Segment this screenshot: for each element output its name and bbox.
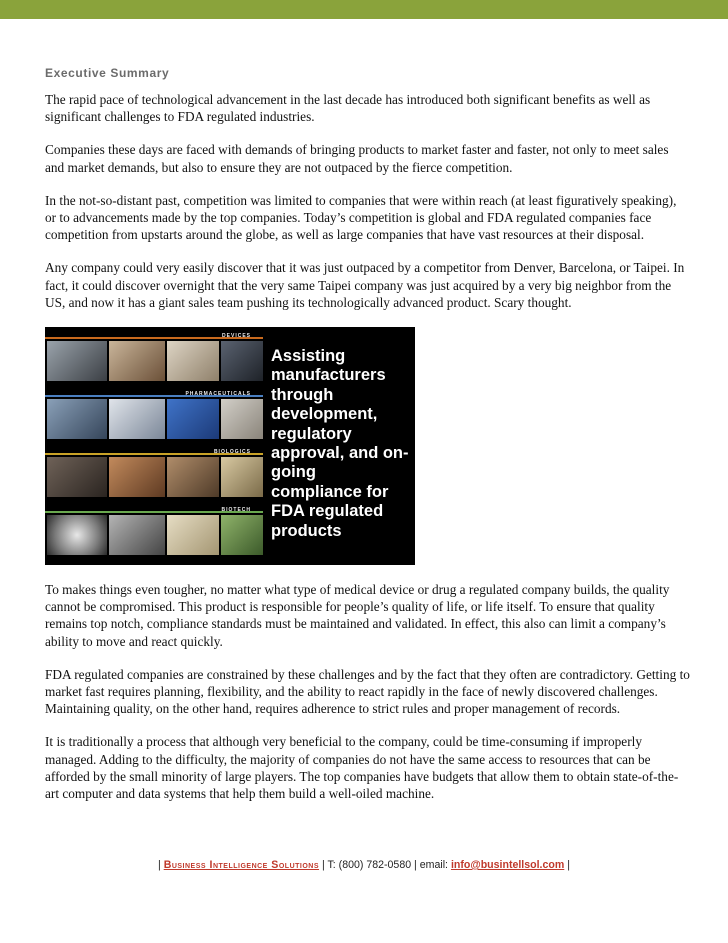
device-photo xyxy=(109,341,165,381)
section-heading: Executive Summary xyxy=(45,66,170,80)
paragraph-3: In the not-so-distant past, competition was limited to companies that were within reach (at least figuratively speaking), or to advancements made by the top companies. Today’s competition is global and FDA regulated companies face competition from upstarts around the globe, as well as large companies that have vast resources at their disposal. xyxy=(45,192,677,243)
paragraph-2: Companies these days are faced with demands of bringing products to market faster and faster, not only to meet sales and market demands, but also to ensure they are not outpaced by the fierce competition. xyxy=(45,142,669,175)
biologics-photo xyxy=(109,457,165,497)
strip-label: DEVICES xyxy=(222,333,251,340)
footer-separator: | xyxy=(564,859,570,871)
page-content xyxy=(45,66,690,818)
paragraph-7: It is traditionally a process that although very beneficial to the company, could be time-consuming if improperly managed. Adding to the difficulty, the majority of companies do not have the same access to resources that can be afforded by the small minority of large players. The top companies have budgets that allow them to obtain state-of-the-art computer and data systems that help them build a well-oiled machine. xyxy=(45,734,679,802)
device-photo xyxy=(221,341,263,381)
company-name-link[interactable]: Business Intelligence Solutions xyxy=(163,859,320,871)
banner-strip-biologics xyxy=(45,447,263,499)
stethoscope-photo xyxy=(47,341,107,381)
molecule-photo xyxy=(47,515,107,555)
pharma-photo xyxy=(221,399,263,439)
fda-banner-image xyxy=(45,327,415,565)
device-photo xyxy=(167,341,219,381)
pills-photo xyxy=(109,399,165,439)
biologics-photo xyxy=(167,457,219,497)
footer-phone: | T: (800) 782-0580 | email: xyxy=(319,859,451,871)
pharma-photo xyxy=(47,399,107,439)
strip-label: PHARMACEUTICALS xyxy=(185,391,251,398)
paragraph-5: To makes things even tougher, no matter what type of medical device or drug a regulated company builds, the quality cannot be compromised. This product is responsible for people’s quality of life, or life itself. To ensure that quality remains top notch, compliance standards must be maintained and validated. In effect, this also can limit a company’s ability to move and react quickly. xyxy=(45,582,670,649)
page-footer xyxy=(0,859,728,871)
banner-photo-strips xyxy=(45,327,263,565)
banner-strip-biotech xyxy=(45,505,263,557)
strip-label: BIOTECH xyxy=(221,507,251,514)
biotech-photo xyxy=(109,515,165,555)
banner-strip-pharmaceuticals xyxy=(45,389,263,441)
footer-separator: | xyxy=(157,859,164,871)
biotech-photo xyxy=(167,515,219,555)
capsules-photo xyxy=(167,399,219,439)
paragraph-1: The rapid pace of technological advancement in the last decade has introduced both significant benefits as well as significant challenges to FDA regulated industries. xyxy=(45,92,651,125)
biologics-photo xyxy=(47,457,107,497)
biologics-photo xyxy=(221,457,263,497)
banner-strip-devices xyxy=(45,331,263,383)
email-link[interactable]: info@busintellsol.com xyxy=(450,859,565,871)
cattle-photo xyxy=(221,515,263,555)
paragraph-4: Any company could very easily discover that it was just outpaced by a competitor from Denver, Barcelona, or Taipei. In fact, it could discover overnight that the very same Taipei company was just acquired by a very big neighbor from the US, and now it has a giant sales team pushing its technologically advanced product. Scary thought. xyxy=(45,260,685,310)
banner-tagline: Assisting manufacturers through development, regulatory approval, and on-going compliance for FDA regulated products xyxy=(271,347,409,540)
paragraph-6: FDA regulated companies are constrained by these challenges and by the fact that they often are contradictory. Getting to market fast requires planning, flexibility, and the ability to react rapidly in the face of newly discovered challenges. Maintaining quality, on the other hand, requires adherence to strict rules and proper management of records. xyxy=(45,666,690,717)
top-accent-bar xyxy=(0,0,728,19)
strip-label: BIOLOGICS xyxy=(213,449,251,456)
